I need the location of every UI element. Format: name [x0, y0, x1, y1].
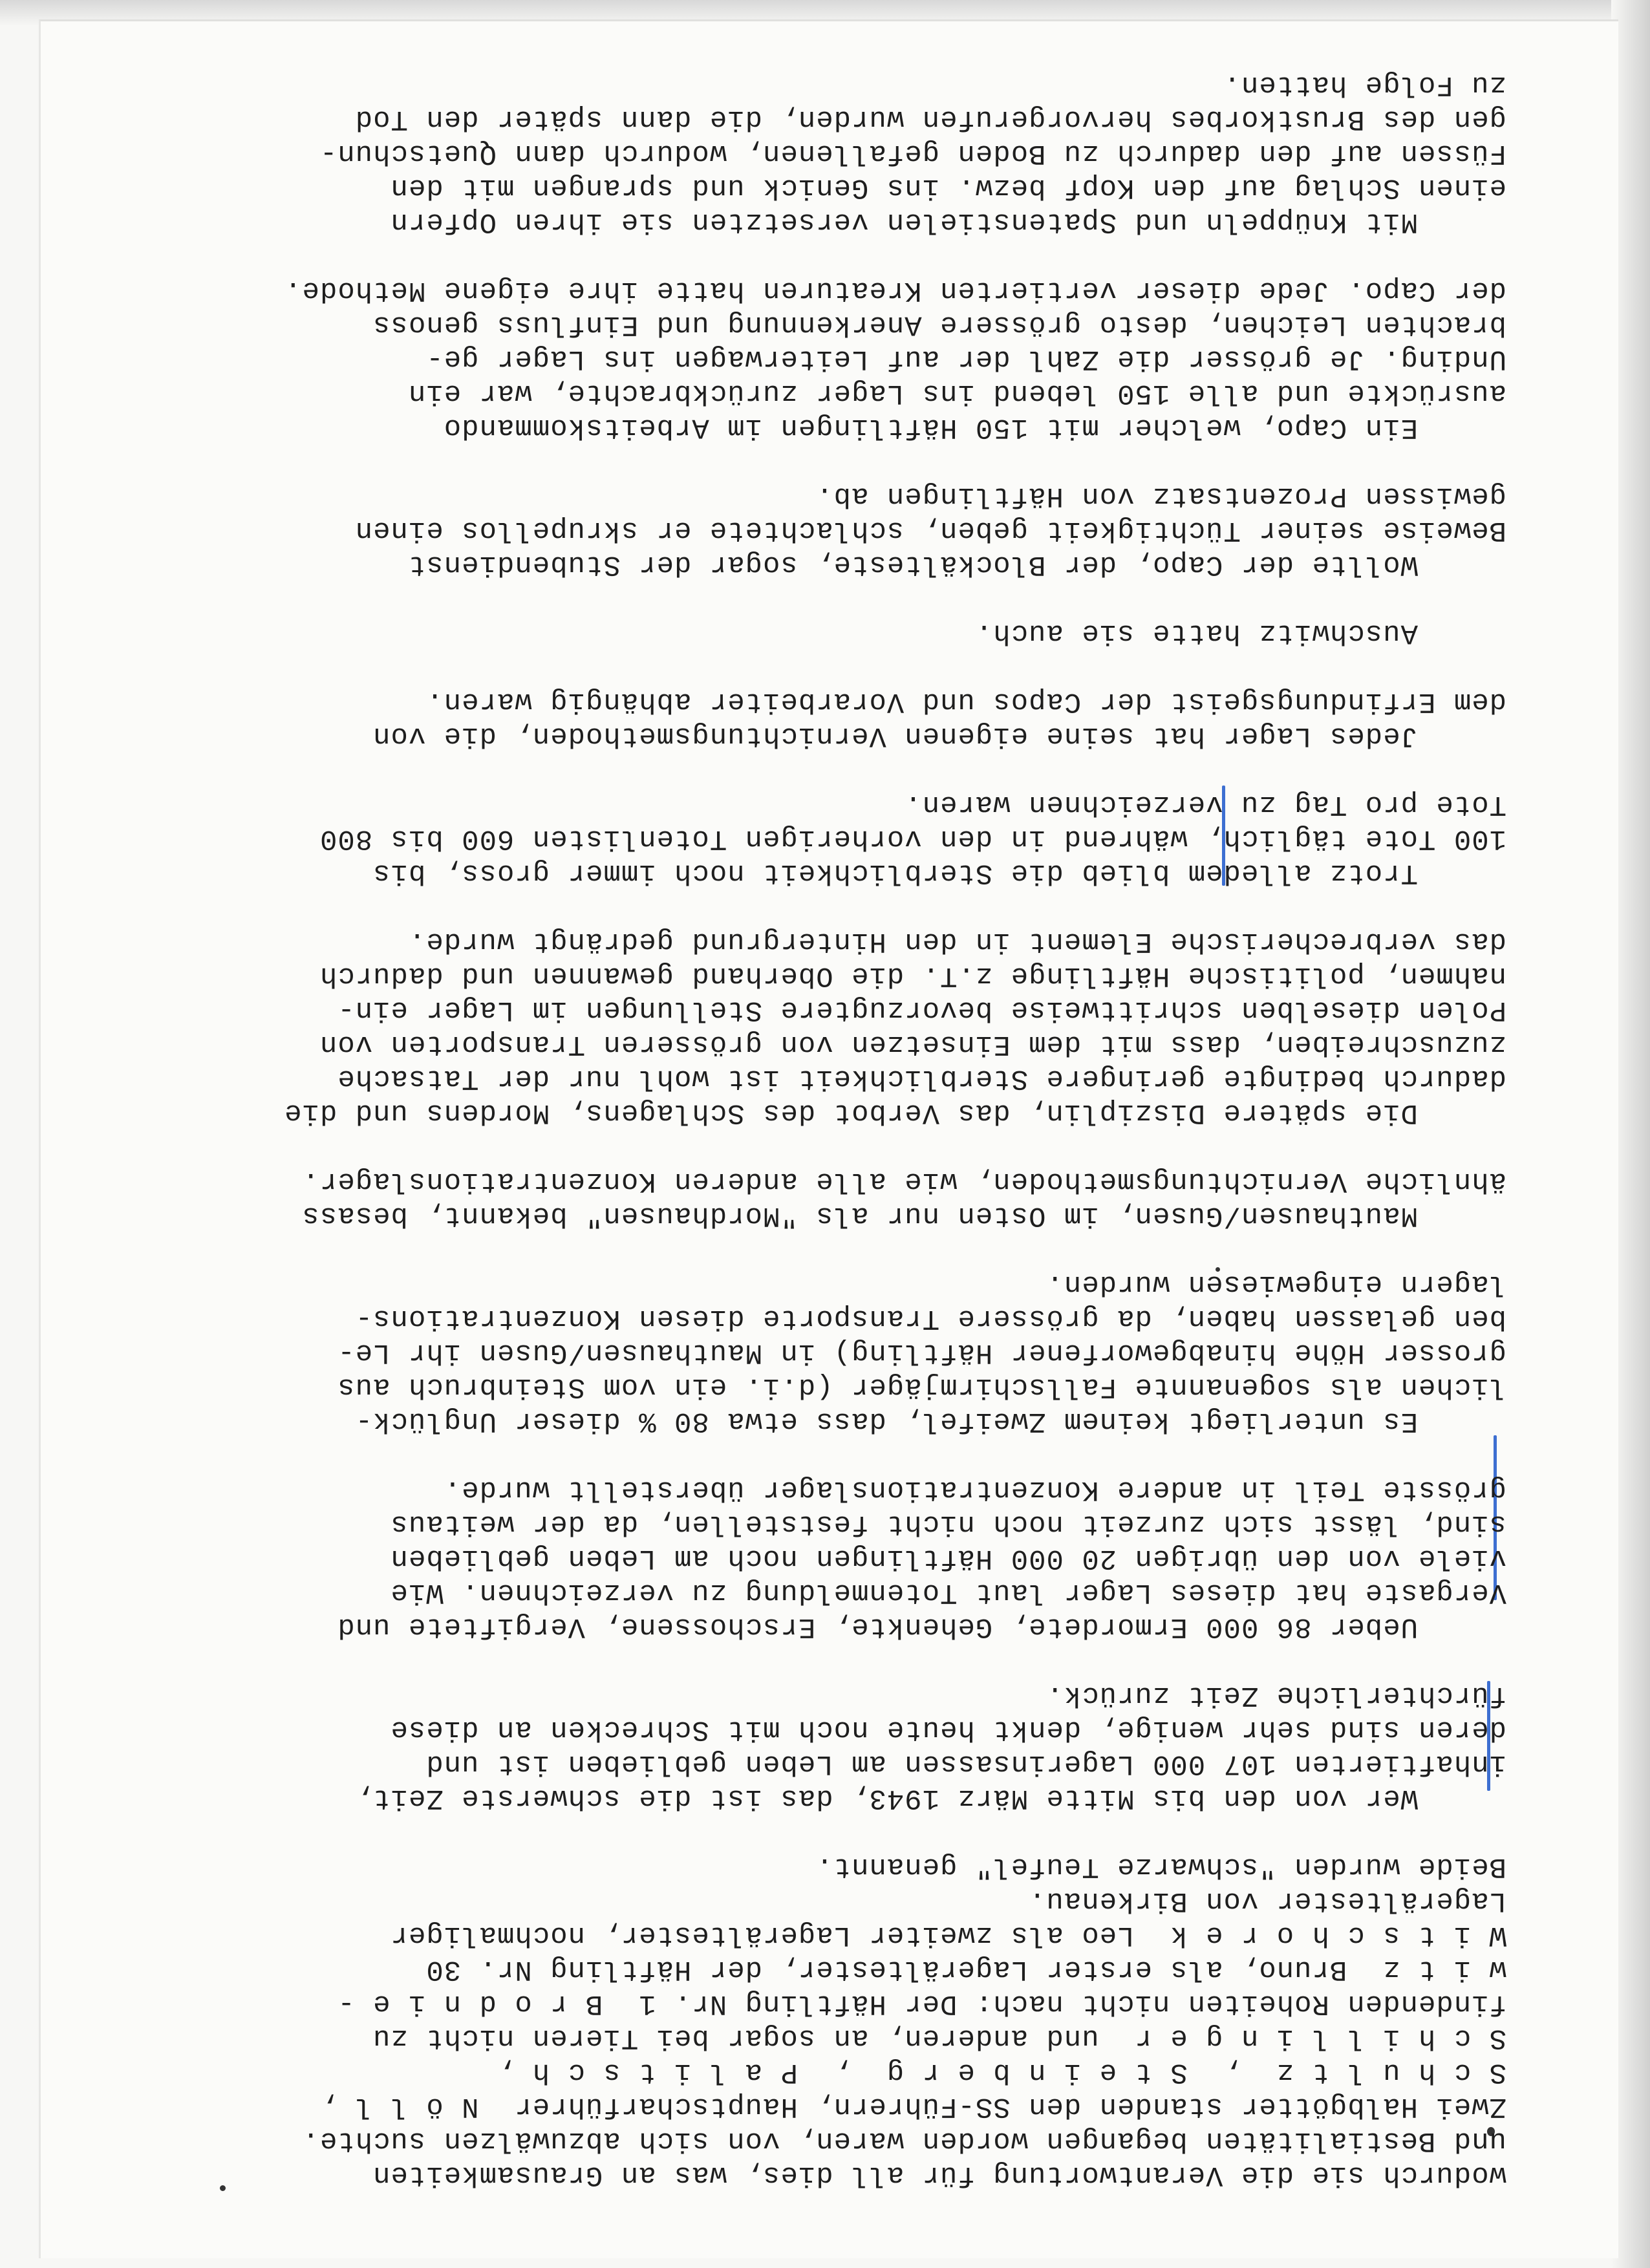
text-line: lagern eingewiesen wurden. [1045, 1268, 1506, 1300]
text-line: ähnliche Vernichtungsmethoden, wie alle anderen Konzentrationslager. [301, 1165, 1506, 1197]
text-line: Lagerältester von Birkenau. [1028, 1885, 1506, 1917]
paragraph [129, 273, 1506, 444]
text-line: einen Schlag auf den Kopf bezw. ins Genick und sprangen mit den [390, 171, 1506, 204]
text-line: das verbrecherische Element in den Hintergrund gedrängt wurde. [407, 925, 1506, 957]
text-line: nahmen, politische Häftlinge z.T. die Oberhand gewannen und dadurch [319, 959, 1506, 992]
text-line: Trotz alledem blieb die Sterblichkeit noch immer gross, bis [372, 857, 1506, 889]
text-line: S c h i l l i n g e r und anderen, an sogar bei Tieren nicht zu [372, 2022, 1506, 2054]
text-line: Mit Knüppeln und Spatenstielen versetzten sie ihren Opfern [390, 206, 1506, 238]
text-line: zu Folge hatten. [1223, 69, 1506, 101]
text-line: Tote pro Tag zu verzeichnen waren. [904, 788, 1506, 820]
text-line: dadurch bedingte geringere Sterblichkeit ist wohl nur der Tatsache [337, 1062, 1506, 1095]
paragraph [129, 684, 1506, 753]
paragraph [129, 1849, 1506, 2192]
text-line: Unding. Je grösser die Zahl der auf Leiterwagen ins Lager ge- [425, 343, 1506, 375]
paragraph [129, 1267, 1506, 1438]
text-line: wodurch sie die Verantwortung für all dies, was an Grausamkeiten [372, 2159, 1506, 2191]
text-line: und Bestialitäten begangen worden waren, von sich abzuwälzen suchte. [301, 2124, 1506, 2157]
text-line: ausrückte und alle 150 lebend ins Lager zurückbrachte, war ein [407, 377, 1506, 409]
text-line: S c h u l t z , S t e i n b e r g , P a l i t s c h , [496, 2056, 1506, 2088]
text-line: lichen als sogenannte Fallschirmjäger (d.i. ein vom Steinbruch aus [337, 1371, 1506, 1403]
paragraph [129, 924, 1506, 1129]
text-line: Polen dieselben schrittweise bevorzugtere Stellungen im Lager ein- [337, 994, 1506, 1026]
text-line: viele von den übrigen 20 000 Häftlingen noch am Leben geblieben [390, 1542, 1506, 1574]
text-line: grosser Höhe hinabgeworfener Häftling) in Mauthausen/Gusen ihr Le- [337, 1336, 1506, 1369]
typed-text-block [129, 69, 1506, 2192]
text-line: Mauthausen/Gusen, im Osten nur als "Mordhausen" bekannt, besass [301, 1199, 1506, 1232]
paragraph [129, 1472, 1506, 1643]
paragraph [129, 1164, 1506, 1232]
text-line: zuzuschreiben, dass mit dem Einsetzen von grösseren Transporten von [319, 1028, 1506, 1060]
text-line: deren sind sehr wenige, denkt heute noch mit Schrecken an diese [390, 1713, 1506, 1746]
text-line: fürchterliche Zeit zurück. [1045, 1679, 1506, 1711]
text-line: ben gelassen haben, da grössere Transporte diesen Konzentrations- [354, 1302, 1506, 1334]
paragraph [129, 615, 1506, 650]
text-line: der Capo. Jede dieser vertierten Kreaturen hatte ihre eigene Methode. [284, 274, 1506, 306]
text-line: W i t s c h o r e k Leo als zweiter Lagerältester, nochmaliger [390, 1919, 1506, 1951]
text-line: Es unterliegt keinem Zweifel, dass etwa 80 % dieser Unglück- [354, 1405, 1506, 1437]
text-line: Zwei Halbgötter standen den SS-Führern, Hauptscharführer N ö l l , [319, 2090, 1506, 2123]
text-line: Wollte der Capo, der Blockälteste, sogar der Stubendienst [407, 548, 1506, 581]
text-line: Ueber 86 000 Ermordete, Gehenkte, Erschossene, Vergiftete und [337, 1610, 1506, 1643]
text-line: Wer von den bis Mitte März 1943, das ist die schwerste Zeit, [354, 1782, 1506, 1814]
text-line: Vergaste hat dieses Lager laut Totenmeldung zu verzeichnen. Wie [390, 1576, 1506, 1609]
text-line: Auschwitz hatte sie auch. [974, 617, 1506, 649]
paragraph [129, 1678, 1506, 1815]
text-line: Beweise seiner Tüchtigkeit geben, schlachtete er skrupellos einen [354, 514, 1506, 546]
text-line: Füssen auf den dadurch zu Boden gefallenen, wodurch dann Quetschun- [319, 137, 1506, 169]
text-line: sind, lässt sich zurzeit noch nicht feststellen, da der weitaus [390, 1508, 1506, 1540]
text-line: findenden Roheiten nicht nach: Der Häftling Nr. 1 B r o d n i e - [337, 1987, 1506, 2020]
text-line: gewissen Prozentsatz von Häftlingen ab. [815, 480, 1506, 512]
paragraph [129, 478, 1506, 581]
paragraph [129, 787, 1506, 890]
text-line: Ein Capo, welcher mit 150 Häftlingen im Arbeitskommando [443, 411, 1506, 444]
text-line: brachten Leichen, desto grössere Anerkennung und Einfluss genoss [372, 308, 1506, 341]
paragraph [129, 67, 1506, 239]
text-line: inhaftierten 107 000 Lagerinsassen am Leben geblieben ist und [425, 1748, 1506, 1780]
text-line: grösste Teil in andere Konzentrationslager überstellt wurde. [443, 1473, 1506, 1506]
text-line: Die spätere Disziplin, das Verbot des Schlagens, Mordens und die [284, 1097, 1506, 1129]
text-line: gen des Brustkorbes hervorgerufen wurden, die dann später den Tod [354, 103, 1506, 135]
text-line: dem Erfindungsgeist der Capos und Vorarbeiter abhängig waren. [425, 685, 1506, 718]
text-line: Beide wurden "schwarze Teufel" genannt. [815, 1850, 1506, 1883]
text-line: 100 Tote täglich, während in den vorherigen Totenlisten 600 bis 800 [319, 822, 1506, 855]
text-line: w i t z Bruno, als erster Lagerältester, der Häftling Nr. 30 [425, 1953, 1506, 1985]
text-line: Jedes Lager hat seine eigenen Vernichtungsmethoden, die von [372, 720, 1506, 752]
